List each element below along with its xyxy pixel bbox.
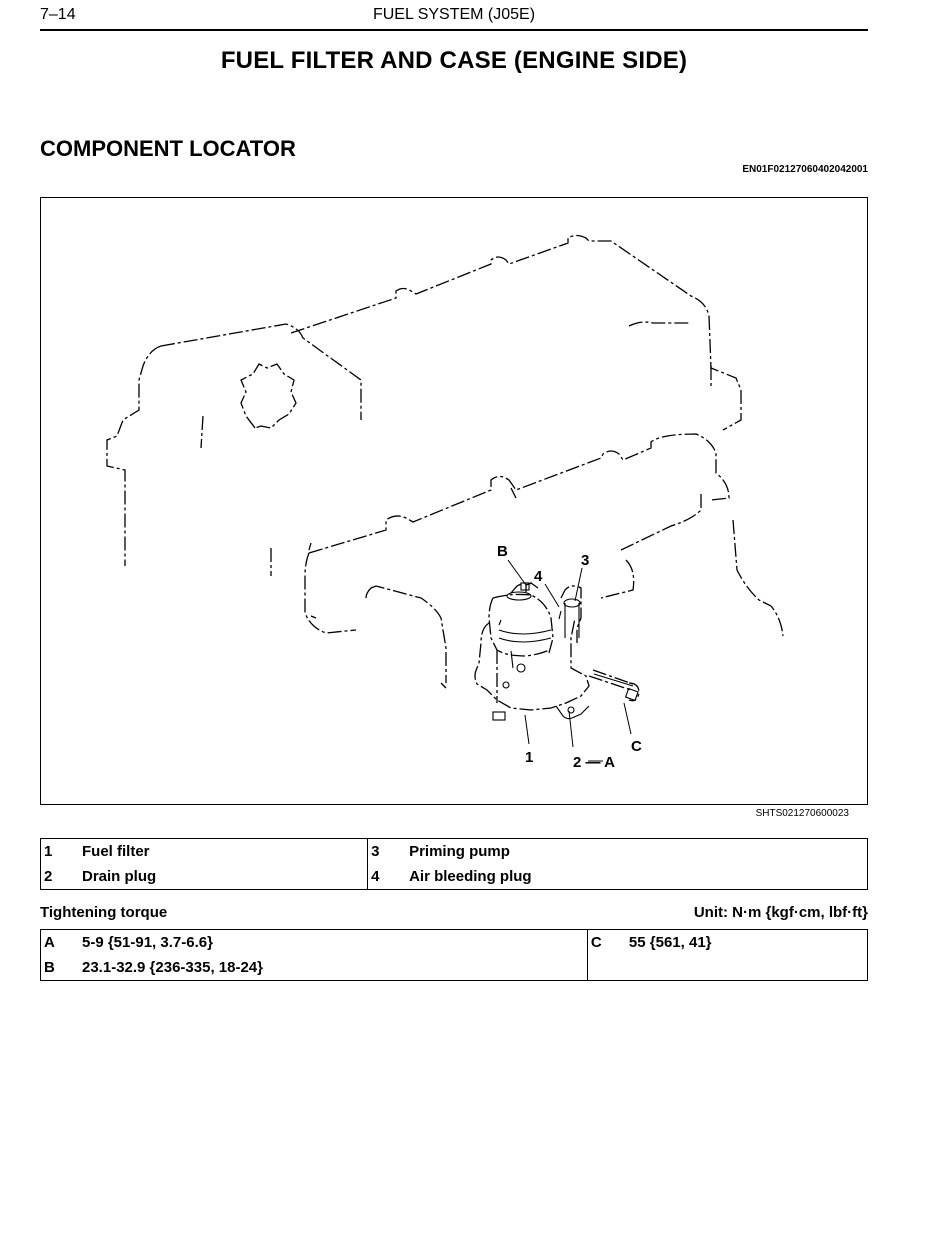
part-key: 1 bbox=[44, 843, 53, 860]
torque-key bbox=[587, 955, 626, 981]
callout-labels bbox=[497, 543, 642, 771]
part-name: Air bleeding plug bbox=[409, 868, 532, 885]
figure-code: SHTS021270600023 bbox=[755, 808, 849, 819]
torque-value: 55 {561, 41} bbox=[628, 934, 712, 951]
part-name: Priming pump bbox=[409, 843, 510, 860]
torque-label: Tightening torque bbox=[40, 904, 168, 921]
component-diagram bbox=[40, 197, 868, 805]
page-title: FUEL FILTER AND CASE (ENGINE SIDE) bbox=[220, 47, 688, 74]
callout-1: 1 bbox=[525, 749, 534, 766]
callout-b: B bbox=[497, 543, 508, 560]
callout-c: C bbox=[631, 738, 642, 755]
torque-key: B bbox=[44, 959, 55, 976]
part-key: 4 bbox=[371, 868, 380, 885]
section-title: FUEL SYSTEM (J05E) bbox=[372, 6, 536, 23]
table-row bbox=[41, 930, 868, 956]
table-row bbox=[41, 839, 868, 865]
part-name: Drain plug bbox=[79, 864, 368, 890]
parts-legend-table bbox=[40, 838, 868, 890]
torque-value bbox=[626, 955, 868, 981]
engine-outline bbox=[107, 236, 783, 711]
section-heading: COMPONENT LOCATOR bbox=[40, 136, 296, 161]
unit-label: Unit: N·m {kgf·cm, lbf·ft} bbox=[693, 904, 868, 921]
table-row bbox=[41, 864, 868, 890]
reference-code: EN01F02127060402042001 bbox=[742, 164, 868, 175]
table-row bbox=[41, 955, 868, 981]
torque-key: A bbox=[44, 934, 55, 951]
torque-value: 5-9 {51-91, 3.7-6.6} bbox=[79, 930, 587, 956]
part-name: Fuel filter bbox=[79, 839, 368, 865]
engine-illustration bbox=[41, 198, 867, 804]
torque-key: C bbox=[590, 934, 602, 951]
page-header bbox=[40, 4, 868, 31]
callout-3: 3 bbox=[581, 552, 590, 569]
callout-2-a: 2 — A bbox=[573, 754, 615, 771]
callout-4: 4 bbox=[534, 568, 543, 585]
page-number: 7–14 bbox=[40, 6, 76, 23]
torque-table bbox=[40, 929, 868, 981]
torque-value: 23.1-32.9 {236-335, 18-24} bbox=[79, 955, 587, 981]
part-key: 2 bbox=[44, 868, 53, 885]
filter-details bbox=[493, 583, 638, 720]
part-key: 3 bbox=[371, 843, 380, 860]
